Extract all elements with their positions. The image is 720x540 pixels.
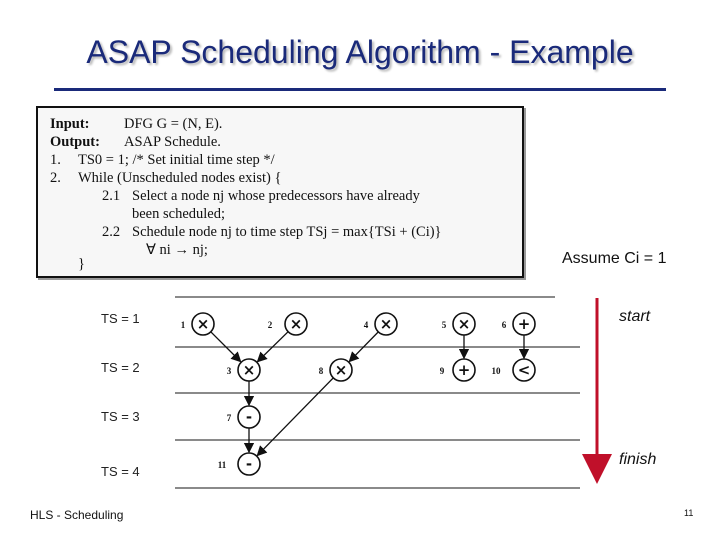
node-operator: × — [379, 315, 393, 333]
dfg-node-10 — [492, 359, 536, 381]
dfg-node-11 — [218, 453, 260, 475]
dfg-node-6 — [502, 313, 535, 335]
footer-text: HLS - Scheduling — [30, 508, 124, 522]
node-operator: - — [245, 455, 253, 473]
node-number: 4 — [363, 320, 369, 330]
step1-number: 1. — [50, 152, 61, 168]
page-number: 11 — [684, 508, 694, 518]
node-operator: × — [242, 361, 256, 379]
node-operator: × — [196, 315, 210, 333]
node-number: 5 — [441, 320, 447, 330]
step2-number: 2. — [50, 170, 61, 186]
node-number: 3 — [226, 366, 232, 376]
node-number: 9 — [439, 366, 445, 376]
node-number: 1 — [180, 320, 186, 330]
node-operator: × — [457, 315, 471, 333]
start-label: start — [619, 308, 651, 325]
step21-text-a: Select a node nj whose predecessors have already — [132, 188, 420, 204]
step21-text-b: been scheduled; — [132, 206, 226, 222]
ts-label-3: TS = 3 — [101, 409, 140, 424]
dfg-node-8 — [319, 359, 352, 381]
node-operator: < — [517, 361, 531, 379]
dfg-node-5 — [442, 313, 475, 335]
step22-text-a: Schedule node nj to time step TSj = max{TSi + (Ci)} — [132, 224, 442, 240]
finish-label: finish — [619, 451, 657, 468]
node-operator: + — [517, 315, 531, 333]
step22-text-b: ∀ ni → nj; — [146, 242, 208, 258]
node-operator: - — [245, 408, 253, 426]
dfg-node-7 — [227, 406, 260, 428]
step22-number: 2.2 — [102, 224, 121, 240]
dfg-node-2 — [268, 313, 307, 335]
dfg-node-9 — [440, 359, 475, 381]
node-number: 7 — [226, 413, 232, 423]
ts-label-1: TS = 1 — [101, 311, 140, 326]
dfg-node-1 — [181, 313, 214, 335]
node-number: 10 — [491, 366, 501, 376]
node-operator: + — [457, 361, 471, 379]
step2-text: While (Unscheduled nodes exist) { — [78, 170, 282, 186]
assumption-note: Assume Ci = 1 — [562, 250, 667, 267]
output-text: ASAP Schedule. — [124, 134, 221, 150]
node-operator: × — [289, 315, 303, 333]
step21-number: 2.1 — [102, 188, 121, 204]
edge-8-to-11 — [257, 378, 333, 456]
node-number: 6 — [501, 320, 507, 330]
slide-title: ASAP Scheduling Algorithm - Example — [86, 34, 634, 70]
input-text: DFG G = (N, E). — [124, 116, 223, 132]
output-label: Output: — [50, 134, 100, 150]
node-number: 11 — [217, 460, 227, 470]
input-label: Input: — [50, 116, 90, 132]
node-operator: × — [334, 361, 348, 379]
dfg-node-4 — [364, 313, 397, 335]
step1-text: TS0 = 1; /* Set initial time step */ — [78, 152, 275, 168]
closing-brace: } — [78, 256, 85, 272]
node-number: 8 — [318, 366, 324, 376]
dfg-nodes — [181, 313, 535, 475]
dfg-node-3 — [227, 359, 260, 381]
ts-label-2: TS = 2 — [101, 360, 140, 375]
node-number: 2 — [267, 320, 273, 330]
ts-label-4: TS = 4 — [101, 464, 140, 479]
